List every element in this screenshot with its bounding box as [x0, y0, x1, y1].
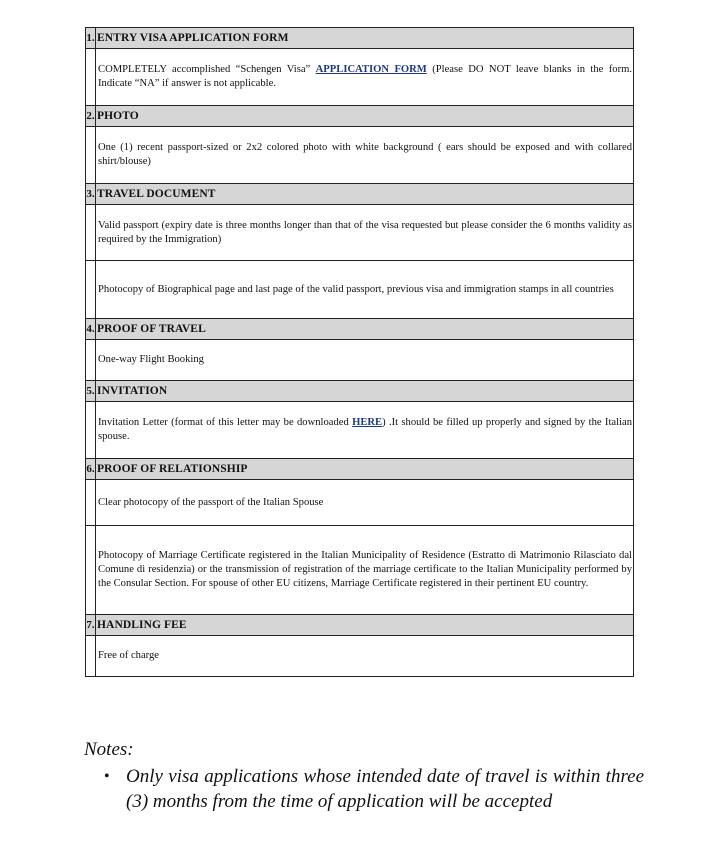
section-number: 4. — [86, 319, 96, 340]
requirement-text-part: COMPLETELY accomplished “Schengen Visa” — [98, 64, 316, 75]
empty-cell — [86, 526, 96, 615]
notes-list — [84, 764, 644, 814]
requirement-text-part: ) .It should be filled up properly and signed by the Italian spouse. — [98, 417, 632, 442]
section-header — [86, 615, 634, 636]
requirement-text-part: One-way Flight Booking — [98, 354, 204, 365]
empty-cell — [86, 127, 96, 184]
note-item — [84, 764, 644, 814]
section-title: HANDLING FEE — [96, 615, 634, 636]
section-number: 3. — [86, 184, 96, 205]
empty-cell — [86, 402, 96, 459]
section-header — [86, 459, 634, 480]
note-text: Only visa applications whose intended date of travel is within three (3) months from the time of application will be accepted — [126, 766, 644, 812]
empty-cell — [86, 340, 96, 381]
empty-cell — [86, 261, 96, 319]
section-number: 1. — [86, 28, 96, 49]
section-number: 2. — [86, 106, 96, 127]
requirement-text-part: (Please DO NOT leave blanks in the form. Indicate “NA” if answer is not applicable. — [98, 64, 632, 89]
empty-cell — [86, 205, 96, 261]
requirement-text-part: One (1) recent passport-sized or 2x2 colored photo with white background ( ears should be exposed and with collared shirt/blouse) — [98, 142, 632, 167]
section-number: 7. — [86, 615, 96, 636]
requirement-text — [96, 261, 634, 319]
requirement-text-part: Photocopy of Marriage Certificate registered in the Italian Municipality of Residence (Estratto di Matrimonio Rilasciato dal Comune di residenzia) or the transmission of registration of the marriage certificate to the Italian Municipality performed by the Consular Section. For spouse of other EU citizens, Marriage Certificate registered in their pertinent EU country. — [98, 550, 632, 589]
section-header — [86, 184, 634, 205]
requirement-text — [96, 127, 634, 184]
notes-title: Notes: — [84, 739, 134, 760]
requirement-text-part: Invitation Letter (format of this letter may be downloaded — [98, 417, 353, 428]
requirement-text-part: Photocopy of Biographical page and last page of the valid passport, previous visa and immigration stamps in all countries — [98, 283, 614, 295]
requirement-text — [96, 205, 634, 261]
requirement-text — [96, 526, 634, 615]
section-header — [86, 28, 634, 49]
empty-cell — [86, 636, 96, 677]
requirement-text — [96, 340, 634, 381]
document-link[interactable]: HERE — [352, 417, 383, 428]
empty-cell — [86, 49, 96, 106]
requirement-row — [86, 261, 634, 319]
section-title: INVITATION — [96, 381, 634, 402]
document-link[interactable]: APPLICATION FORM — [315, 64, 427, 75]
requirement-row — [86, 49, 634, 106]
section-title: TRAVEL DOCUMENT — [96, 184, 634, 205]
requirement-row — [86, 205, 634, 261]
requirement-text-part: Clear photocopy of the passport of the Italian Spouse — [98, 496, 324, 508]
empty-cell — [86, 480, 96, 526]
requirement-text-part: Valid passport (expiry date is three months longer than that of the visa requested but please consider the 6 months validity as required by the Immigration) — [98, 219, 632, 245]
requirement-row — [86, 402, 634, 459]
requirement-row — [86, 127, 634, 184]
requirement-row — [86, 340, 634, 381]
section-header — [86, 106, 634, 127]
requirement-row — [86, 636, 634, 677]
section-title: PROOF OF RELATIONSHIP — [96, 459, 634, 480]
section-title: PHOTO — [96, 106, 634, 127]
requirement-text — [96, 49, 634, 106]
section-title: ENTRY VISA APPLICATION FORM — [96, 28, 634, 49]
requirement-text-part: Free of charge — [98, 650, 159, 661]
requirement-row — [86, 480, 634, 526]
requirement-text — [96, 402, 634, 459]
section-number: 6. — [86, 459, 96, 480]
section-header — [86, 319, 634, 340]
requirement-text — [96, 480, 634, 526]
section-title: PROOF OF TRAVEL — [96, 319, 634, 340]
requirement-text — [96, 636, 634, 677]
requirement-row — [86, 526, 634, 615]
requirements-table — [85, 27, 634, 677]
notes-section — [84, 737, 644, 814]
section-header — [86, 381, 634, 402]
section-number: 5. — [86, 381, 96, 402]
bullet-icon: • — [104, 768, 110, 785]
